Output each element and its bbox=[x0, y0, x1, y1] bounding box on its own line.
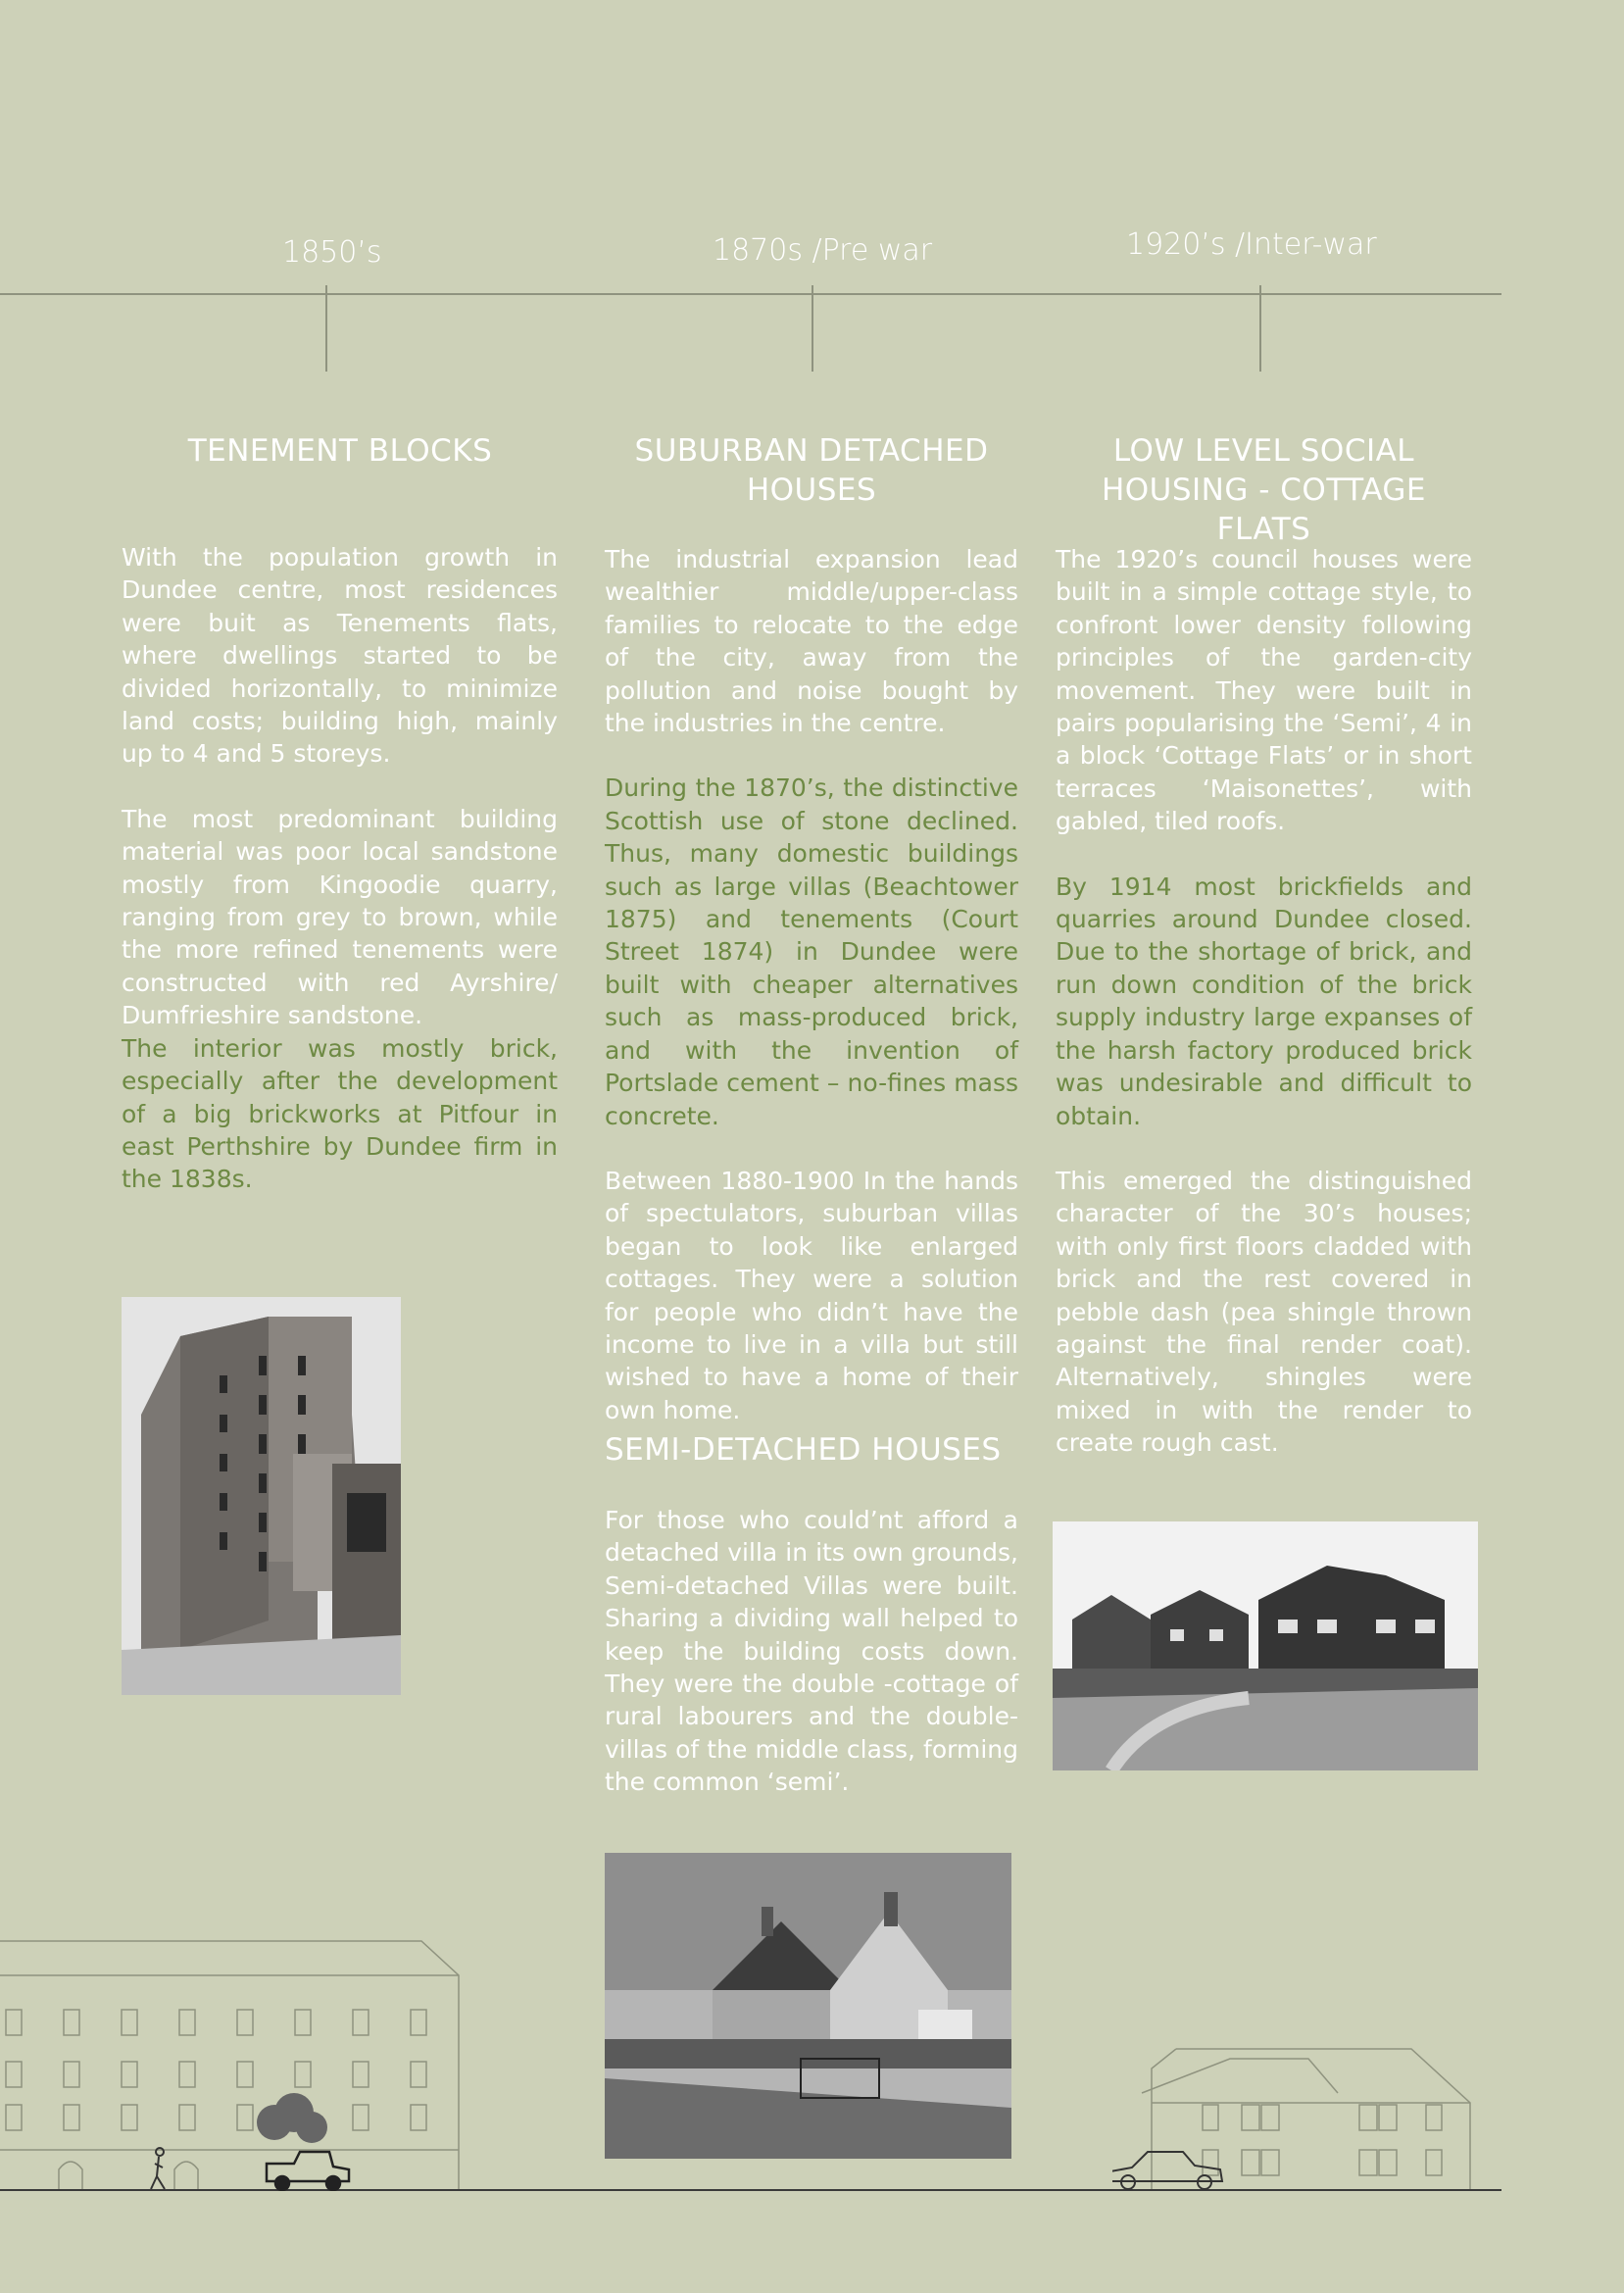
column-social-housing bbox=[1056, 543, 1472, 1492]
heading-suburban-detached-houses: SUBURBAN DETACHED HOUSES bbox=[634, 433, 989, 508]
column-tenement bbox=[122, 541, 558, 1228]
tenement-para-2: The most predominant building material was poor local sandstone mostly from Kingoodie quarry, ranging from grey to brown, while the more refined tenements were constructed with red Ayrshire/ Dumfrieshire sandstone. bbox=[122, 804, 558, 1030]
tenement-photo bbox=[122, 1297, 401, 1695]
heading-semi-detached-houses: SEMI-DETACHED HOUSES bbox=[605, 1432, 1002, 1468]
timeline-axis bbox=[0, 293, 1501, 295]
heading-tenement-blocks: TENEMENT BLOCKS bbox=[187, 433, 493, 469]
semi-detached-para: For those who could’nt afford a detached villa in its own grounds, Semi-detached Villas were built. Sharing a dividing wall helped to keep the building costs down. They were the double -cottage of rural labourers and the double-villas of the middle class, forming the common ‘semi’. bbox=[605, 1506, 1018, 1797]
cottage-flats-line-drawing bbox=[1112, 2044, 1475, 2191]
suburban-para-3: Between 1880-1900 In the hands of spectulators, suburban villas began to look like enlarged cottages. They were a solution for people who didn’t have the income to live in a villa but still wished to have a home of their own home. bbox=[605, 1166, 1018, 1424]
suburban-house-photo bbox=[605, 1853, 1011, 2159]
cottage-flats-photo bbox=[1053, 1521, 1478, 1770]
social-para-2: By 1914 most brickfields and quarries around Dundee closed. Due to the shortage of brick, and run down condition of the brick supply industry large expanses of the harsh factory produced brick was undesirable and difficult to obtain. bbox=[1056, 872, 1472, 1130]
suburban-para-2: During the 1870’s, the distinctive Scottish use of stone declined. Thus, many domestic buildings such as large villas (Beachtower 1875) and tenements (Court Street 1874) in Dundee were built with cheaper alternatives such as mass-produced brick, and with the invention of Portslade cement – no-fines mass concrete. bbox=[605, 773, 1018, 1130]
column-semi-detached bbox=[605, 1504, 1018, 1831]
tenement-para-1: With the population growth in Dundee centre, most residences were buit as Tenements flats, where dwellings started to be divided horizontally, to minimize land costs; building high, mainly up to 4 and 5 storeys. bbox=[122, 543, 558, 769]
social-para-3: This emerged the distinguished character of the 30’s houses; with only first floors cladded with brick and the rest covered in pebble dash (pea shingle thrown against the final render coat). Alternatively, shingles were mixed in with the render to create rough cast. bbox=[1056, 1166, 1472, 1458]
timeline-era-1920s: 1920’s /Inter-war bbox=[1126, 227, 1377, 262]
timeline-tick-1 bbox=[325, 285, 327, 372]
timeline-era-1870s: 1870s /Pre war bbox=[713, 233, 933, 268]
timeline-era-1850s: 1850’s bbox=[282, 235, 382, 270]
timeline-tick-2 bbox=[812, 285, 813, 372]
suburban-para-1: The industrial expansion lead wealthier middle/upper-class families to relocate to the edge of the city, away from the pollution and noise bought by the industries in the centre. bbox=[605, 545, 1018, 738]
tenement-para-3: The interior was mostly brick, especially after the development of a big brickworks at Pitfour in east Perthshire by Dundee firm in the 1838s. bbox=[122, 1033, 558, 1194]
social-para-1: The 1920’s council houses were built in a simple cottage style, to confront lower density following principles of the garden-city movement. They were built in pairs popularising the ‘Semi’, 4 in a block ‘Cottage Flats’ or in short terraces ‘Maisonettes’, with gabled, tiled roofs. bbox=[1056, 545, 1472, 836]
column-suburban bbox=[605, 543, 1018, 1459]
tenement-line-drawing bbox=[0, 1936, 470, 2191]
heading-low-level-social-housing: LOW LEVEL SOCIAL HOUSING - COTTAGE FLATS bbox=[1101, 433, 1427, 547]
timeline-tick-3 bbox=[1259, 285, 1261, 372]
